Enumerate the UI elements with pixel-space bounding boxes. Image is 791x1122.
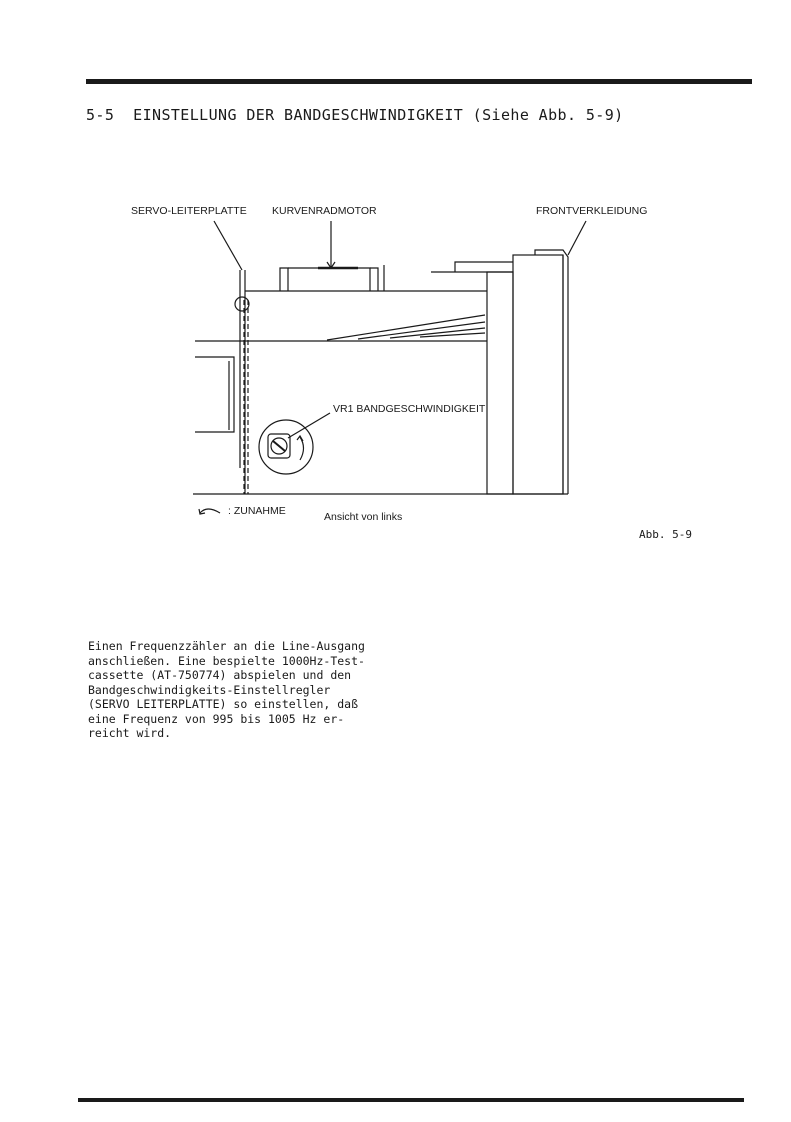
front-leader: [568, 221, 586, 255]
front-block-inner: [487, 272, 513, 494]
instruction-line: (SERVO LEITERPLATTE) so einstellen, daß: [88, 697, 359, 711]
instruction-text: [88, 639, 408, 741]
instruction-line: Einen Frequenzzähler an die Line-Ausgang: [88, 639, 365, 653]
front-label: FRONTVERKLEIDUNG: [536, 205, 648, 217]
motor-label: KURVENRADMOTOR: [272, 205, 377, 217]
instruction-line: cassette (AT-750774) abspielen und den: [88, 668, 352, 682]
servo-leader: [214, 221, 242, 270]
instruction-line: reicht wird.: [88, 726, 172, 740]
section-heading: 5-5 EINSTELLUNG DER BANDGESCHWINDIGKEIT (Siehe Abb. 5-9): [86, 106, 624, 124]
board-hole: [235, 297, 249, 311]
vr1-arrowhead: [297, 436, 303, 441]
left-bracket: [195, 357, 234, 432]
bottom-rule: [78, 1098, 744, 1102]
legend-arrow: [200, 509, 220, 513]
motor-leg-left: [280, 268, 288, 291]
motor-body: [288, 268, 370, 291]
view-label: Ansicht von links: [324, 511, 403, 523]
figure-caption: Abb. 5-9: [639, 528, 692, 541]
instruction-line: Bandgeschwindigkeits-Einstellregler: [88, 682, 331, 697]
servo-label: SERVO-LEITERPLATTE: [131, 205, 247, 217]
instruction-line: eine Frequenz von 995 bis 1005 Hz er-: [88, 711, 345, 726]
front-panel: [513, 255, 563, 494]
instruction-line: anschließen. Eine bespielte 1000Hz-Test-: [88, 653, 365, 668]
motor-leg-right: [370, 268, 378, 291]
legend-label: : ZUNAHME: [228, 505, 286, 517]
vr1-label: VR1 BANDGESCHWINDIGKEIT: [333, 403, 486, 415]
vr1-leader: [288, 413, 330, 438]
top-shelf-step: [455, 262, 513, 272]
vr1-slot: [273, 441, 285, 451]
